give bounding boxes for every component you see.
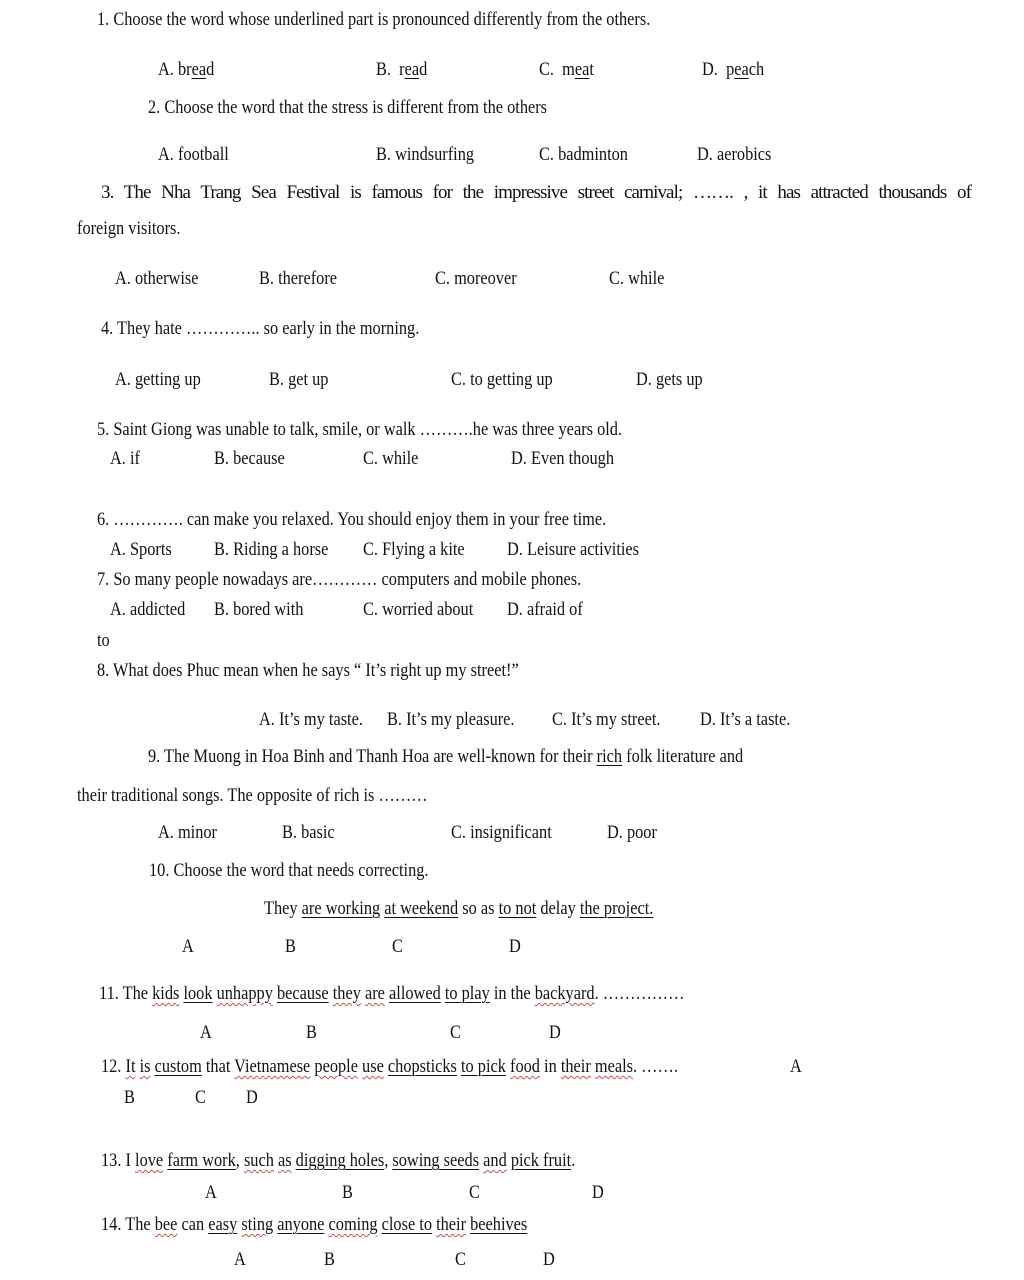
q2-option-d: D. aerobics	[697, 144, 772, 165]
spellcheck-word: meals	[594, 1056, 634, 1077]
underlined-part: ea	[191, 59, 207, 80]
underlined-part-a: farm work	[167, 1150, 236, 1171]
q10-letter-d: D	[509, 936, 521, 957]
spellcheck-word: coming	[328, 1214, 378, 1235]
spellcheck-word: is	[139, 1056, 151, 1077]
q1-option-c	[539, 59, 594, 81]
spellcheck-word: backyard	[534, 983, 595, 1004]
question-text: Choose the word that the stress is different from the others	[164, 97, 548, 118]
q2-option-b: B. windsurfing	[376, 144, 475, 165]
spellcheck-word: their	[436, 1214, 467, 1235]
question-number: 8.	[97, 660, 110, 681]
q10-sentence	[264, 898, 653, 920]
question-number: 14.	[101, 1214, 122, 1235]
option-text: t	[589, 59, 594, 80]
question-7-stem	[97, 569, 581, 591]
q5-option-a: A. if	[110, 448, 140, 469]
q5-option-c: C. while	[363, 448, 419, 469]
q14-letter-a: A	[234, 1249, 246, 1270]
underlined-word: rich	[596, 746, 623, 767]
question-text: Saint Giong was unable to talk, smile, or walk ……….he was three years old.	[113, 419, 623, 440]
question-text: So many people nowadays are………… computers and mobile phones.	[113, 569, 582, 590]
q7-trailing-text: to	[97, 630, 110, 651]
sentence-text: They	[264, 898, 302, 919]
option-text: r	[399, 59, 405, 80]
q7-option-a: A. addicted	[110, 599, 186, 620]
option-label: A.	[158, 59, 174, 80]
question-number: 5.	[97, 419, 110, 440]
question-2-stem	[148, 97, 547, 119]
spellcheck-word: and	[483, 1150, 507, 1171]
question-9-stem-line2: their traditional songs. The opposite of rich is ………	[77, 785, 428, 806]
q14-sentence	[101, 1214, 527, 1236]
underlined-part-c: to not	[498, 898, 537, 919]
q3-option-a: A. otherwise	[115, 268, 199, 289]
question-text: folk literature and	[622, 746, 744, 767]
spellcheck-word: love	[135, 1150, 164, 1171]
question-text: …………. can make you relaxed. You should enjoy them in your free time.	[113, 509, 607, 530]
q9-option-b: B. basic	[282, 822, 335, 843]
question-number: 4.	[101, 318, 114, 339]
q8-option-b: B. It’s my pleasure.	[387, 709, 515, 730]
question-1-stem	[97, 9, 650, 31]
spellcheck-word: as	[277, 1150, 292, 1171]
sentence-text: ,	[235, 1150, 244, 1171]
question-number: 3.	[101, 182, 114, 203]
q4-option-a: A. getting up	[115, 369, 201, 390]
q5-option-b: B. because	[214, 448, 285, 469]
underlined-part-a: easy	[208, 1214, 238, 1235]
q12-letter-a: A	[790, 1056, 802, 1077]
q13-letter-c: C	[469, 1182, 480, 1203]
underlined-part: ea	[574, 59, 590, 80]
q13-letter-a: A	[205, 1182, 217, 1203]
question-text: The Nha Trang Sea Festival is famous for the impressive street carnival; ……. , it has attracted thousands of	[123, 182, 971, 203]
spellcheck-word: bee	[154, 1214, 178, 1235]
q9-option-d: D. poor	[607, 822, 657, 843]
q6-option-a: A. Sports	[110, 539, 172, 560]
option-text: br	[177, 59, 192, 80]
question-number: 7.	[97, 569, 110, 590]
question-text: They hate ………….. so early in the morning.	[117, 318, 420, 339]
q14-letter-b: B	[324, 1249, 335, 1270]
q1-option-a	[158, 59, 214, 81]
spellcheck-word: sting	[241, 1214, 274, 1235]
q7-option-c: C. worried about	[363, 599, 474, 620]
q4-option-c: C. to getting up	[451, 369, 553, 390]
q7-option-b: B. bored with	[214, 599, 304, 620]
sentence-text: in the	[489, 983, 535, 1004]
q9-option-a: A. minor	[158, 822, 218, 843]
option-label: C.	[539, 59, 554, 80]
option-text: ch	[748, 59, 765, 80]
question-text: What does Phuc mean when he says “ It’s right up my street!”	[113, 660, 519, 681]
question-4-stem	[101, 318, 419, 340]
option-text: m	[562, 59, 575, 80]
spellcheck-word: their	[560, 1056, 591, 1077]
q8-option-d: D. It’s a taste.	[700, 709, 791, 730]
spellcheck-word: food	[510, 1056, 540, 1077]
question-3-stem-line2: foreign visitors.	[77, 218, 181, 239]
spellcheck-word: are	[364, 983, 385, 1004]
q14-letter-c: C	[455, 1249, 466, 1270]
sentence-text: I	[125, 1150, 136, 1171]
q6-option-d: D. Leisure activities	[507, 539, 640, 560]
q11-letter-b: B	[306, 1022, 317, 1043]
underlined-part-c: close to	[381, 1214, 433, 1235]
underlined-part: ea	[404, 59, 420, 80]
sentence-text: that	[201, 1056, 235, 1077]
q10-letter-b: B	[285, 936, 296, 957]
spellcheck-word: they	[332, 983, 361, 1004]
q3-option-c: C. moreover	[435, 268, 517, 289]
q11-sentence	[99, 983, 684, 1005]
sentence-text: so as	[458, 898, 499, 919]
underlined-part-c: to pick	[460, 1056, 506, 1077]
q13-letter-d: D	[592, 1182, 604, 1203]
underlined-part-a: are working	[301, 898, 381, 919]
underlined-part-b: chopsticks	[387, 1056, 457, 1077]
question-10-stem	[149, 860, 429, 882]
q11-letter-d: D	[549, 1022, 561, 1043]
underlined-part-a: look	[183, 983, 213, 1004]
q10-letter-c: C	[392, 936, 403, 957]
q14-letter-d: D	[543, 1249, 555, 1270]
q3-option-b: B. therefore	[259, 268, 338, 289]
question-text: Choose the word that needs correcting.	[173, 860, 429, 881]
underlined-part-d: the project.	[579, 898, 654, 919]
question-number: 12.	[101, 1056, 122, 1077]
option-label: D.	[702, 59, 718, 80]
q12-letter-b: B	[124, 1087, 135, 1108]
q12-sentence	[101, 1056, 678, 1078]
question-number: 6.	[97, 509, 110, 530]
q6-option-c: C. Flying a kite	[363, 539, 465, 560]
q2-option-a: A. football	[158, 144, 229, 165]
spellcheck-word: Vietnamese	[234, 1056, 311, 1077]
question-text: Choose the word whose underlined part is pronounced differently from the others.	[113, 9, 651, 30]
underlined-part-b: digging holes	[295, 1150, 385, 1171]
q4-option-d: D. gets up	[636, 369, 703, 390]
q7-option-d: D. afraid of	[507, 599, 583, 620]
sentence-text: can	[177, 1214, 209, 1235]
q11-letter-a: A	[200, 1022, 212, 1043]
spellcheck-word: people	[314, 1056, 358, 1077]
sentence-text: The	[125, 1214, 155, 1235]
underlined-part-d: to play	[444, 983, 490, 1004]
underlined-part-b: because	[276, 983, 329, 1004]
q12-letter-d: D	[246, 1087, 258, 1108]
q8-option-c: C. It’s my street.	[552, 709, 661, 730]
sentence-text: in	[539, 1056, 561, 1077]
spellcheck-word: unhappy	[216, 983, 273, 1004]
q1-option-b	[376, 59, 427, 81]
q6-option-b: B. Riding a horse	[214, 539, 329, 560]
option-text: p	[726, 59, 735, 80]
q11-letter-c: C	[450, 1022, 461, 1043]
underlined-part-c: sowing seeds	[392, 1150, 480, 1171]
question-number: 2.	[148, 97, 161, 118]
spellcheck-word: use	[362, 1056, 384, 1077]
q3-option-d: C. while	[609, 268, 665, 289]
q4-option-b: B. get up	[269, 369, 329, 390]
question-8-stem	[97, 660, 519, 682]
question-text: The Muong in Hoa Binh and Thanh Hoa are well-known for their	[164, 746, 597, 767]
question-number: 13.	[101, 1150, 122, 1171]
question-9-stem	[148, 746, 743, 768]
sentence-text: The	[122, 983, 153, 1004]
spellcheck-word: kids	[152, 983, 180, 1004]
question-number: 9.	[148, 746, 161, 767]
underlined-part: ea	[734, 59, 749, 80]
underlined-part-d: pick fruit	[510, 1150, 572, 1171]
sentence-text: .	[571, 1150, 576, 1171]
underlined-part-d: beehives	[470, 1214, 528, 1235]
spellcheck-word: It	[125, 1056, 136, 1077]
question-number: 11.	[99, 983, 119, 1004]
option-label: B.	[376, 59, 391, 80]
q13-letter-b: B	[342, 1182, 353, 1203]
question-number: 10.	[149, 860, 170, 881]
q13-sentence	[101, 1150, 575, 1172]
underlined-part-b: anyone	[277, 1214, 325, 1235]
sentence-text: ,	[384, 1150, 393, 1171]
sentence-text: . …….	[633, 1056, 678, 1077]
q12-letter-c: C	[195, 1087, 206, 1108]
question-5-stem	[97, 419, 622, 441]
underlined-part-b: at weekend	[384, 898, 459, 919]
q5-option-d: D. Even though	[511, 448, 615, 469]
sentence-text: delay	[536, 898, 580, 919]
q2-option-c: C. badminton	[539, 144, 628, 165]
q9-option-c: C. insignificant	[451, 822, 552, 843]
underlined-part-c: allowed	[389, 983, 441, 1004]
option-text: d	[206, 59, 215, 80]
q10-letter-a: A	[182, 936, 194, 957]
option-text: d	[419, 59, 428, 80]
q1-option-d	[702, 59, 764, 81]
question-6-stem	[97, 509, 606, 531]
question-3-stem	[101, 182, 971, 204]
spellcheck-word: such	[243, 1150, 274, 1171]
sentence-text: . ……………	[594, 983, 685, 1004]
q8-option-a: A. It’s my taste.	[259, 709, 363, 730]
question-number: 1.	[97, 9, 110, 30]
underlined-part-a: custom	[154, 1056, 202, 1077]
